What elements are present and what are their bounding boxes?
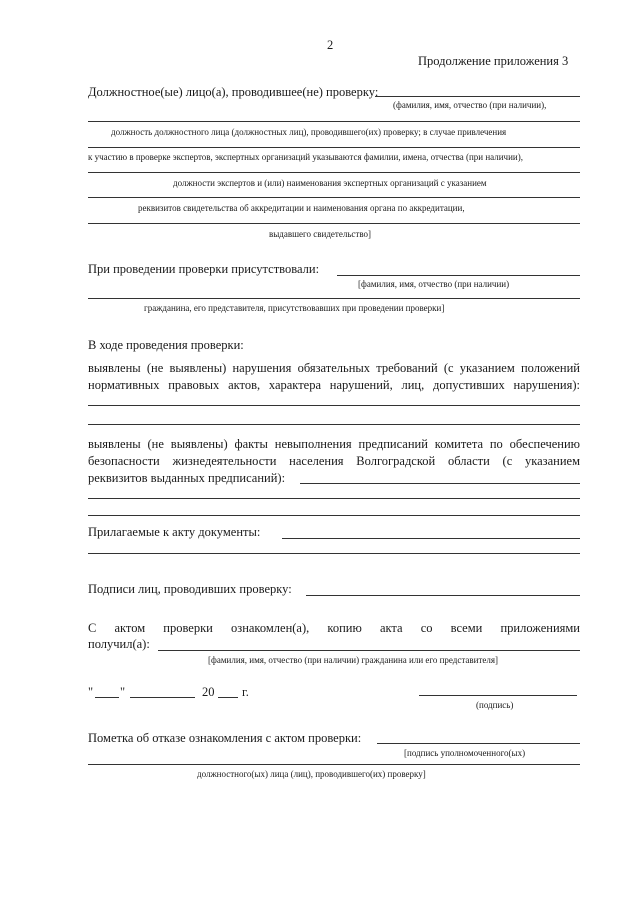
signature-hint: (подпись) (476, 700, 514, 710)
date-year-field[interactable] (218, 697, 238, 698)
signatures-field-line[interactable] (306, 595, 580, 596)
present-label: При проведении проверки присутствовали: (88, 262, 320, 276)
prescriptions-field-line-2[interactable] (88, 498, 580, 499)
violations-text-line-1: выявлены (не выявлены) нарушения обязательных требований (с указанием положений (88, 361, 580, 375)
inspectors-field-line-5[interactable] (88, 197, 580, 198)
familiarized-text-line-2: получил(а): (88, 637, 150, 651)
page-number: 2 (327, 38, 334, 52)
inspectors-field-line-6[interactable] (88, 223, 580, 224)
during-heading: В ходе проведения проверки: (88, 338, 244, 352)
inspectors-field-line-4[interactable] (88, 172, 580, 173)
present-field-line[interactable] (337, 275, 580, 276)
date-month-field[interactable] (130, 697, 195, 698)
familiarized-hint: [фамилия, имя, отчество (при наличии) гражданина или его представителя] (208, 655, 499, 665)
date-quote-open: " (88, 685, 94, 699)
prescriptions-text: выявлены (не выявлены) факты невыполнения предписаний комитета по обеспечению безопасности жизнедеятельности населения Волгоградской области (с указанием реквизитов выданных предписаний): (88, 437, 580, 485)
violations-field-line-1[interactable] (88, 405, 580, 406)
familiarized-text-line-1: С актом проверки ознакомлен(а), копию акта со всеми приложениями (88, 621, 580, 635)
inspectors-hint-5: реквизитов свидетельства об аккредитации и наименования органа по аккредитации, (138, 203, 465, 213)
signatures-label: Подписи лиц, проводивших проверку: (88, 582, 292, 596)
date-year-prefix: 20 (202, 685, 215, 699)
inspectors-field-line[interactable] (375, 96, 580, 97)
refusal-label: Пометка об отказе ознакомления с актом проверки: (88, 731, 362, 745)
date-day-field[interactable] (95, 697, 119, 698)
inspectors-field-line-2[interactable] (88, 121, 580, 122)
violations-text-line-2: нормативных правовых актов, характера нарушений, лиц, допустивших нарушения): (88, 378, 580, 392)
inspectors-hint-2: должность должностного лица (должностных лиц), проводившего(их) проверку; в случае привлечения (111, 127, 507, 137)
signature-field-line[interactable] (419, 695, 577, 696)
prescriptions-field-line-1[interactable] (300, 483, 580, 484)
inspectors-hint-3: к участию в проверке экспертов, экспертных организаций указываются фамилии, имена, отчества (при наличии), (88, 152, 523, 162)
inspectors-field-line-3[interactable] (88, 147, 580, 148)
attached-field-line-2[interactable] (88, 553, 580, 554)
attached-label: Прилагаемые к акту документы: (88, 525, 261, 539)
date-quote-close: " (120, 685, 126, 699)
familiarized-field-line[interactable] (158, 650, 580, 651)
inspectors-hint-4: должности экспертов и (или) наименования экспертных организаций с указанием (173, 178, 487, 188)
prescriptions-field-line-3[interactable] (88, 515, 580, 516)
refusal-hint-2: должностного(ых) лица (лиц), проводившего(их) проверку] (197, 769, 426, 779)
violations-field-line-2[interactable] (88, 424, 580, 425)
refusal-field-line-2[interactable] (88, 764, 580, 765)
present-field-line-2[interactable] (88, 298, 580, 299)
inspectors-hint-6: выдавшего свидетельство] (269, 229, 372, 239)
inspectors-label: Должностное(ые) лицо(а), проводившее(не) проверку: (88, 85, 379, 99)
continuation-label: Продолжение приложения 3 (418, 54, 569, 68)
inspectors-hint-1: (фамилия, имя, отчество (при наличии), (393, 100, 547, 110)
present-hint-1: [фамилия, имя, отчество (при наличии) (358, 279, 510, 289)
date-year-suffix: г. (242, 685, 249, 699)
refusal-field-line[interactable] (377, 743, 580, 744)
attached-field-line-1[interactable] (282, 538, 580, 539)
refusal-hint-1: [подпись уполномоченного(ых) (404, 748, 526, 758)
present-hint-2: гражданина, его представителя, присутствовавших при проведении проверки] (144, 303, 445, 313)
